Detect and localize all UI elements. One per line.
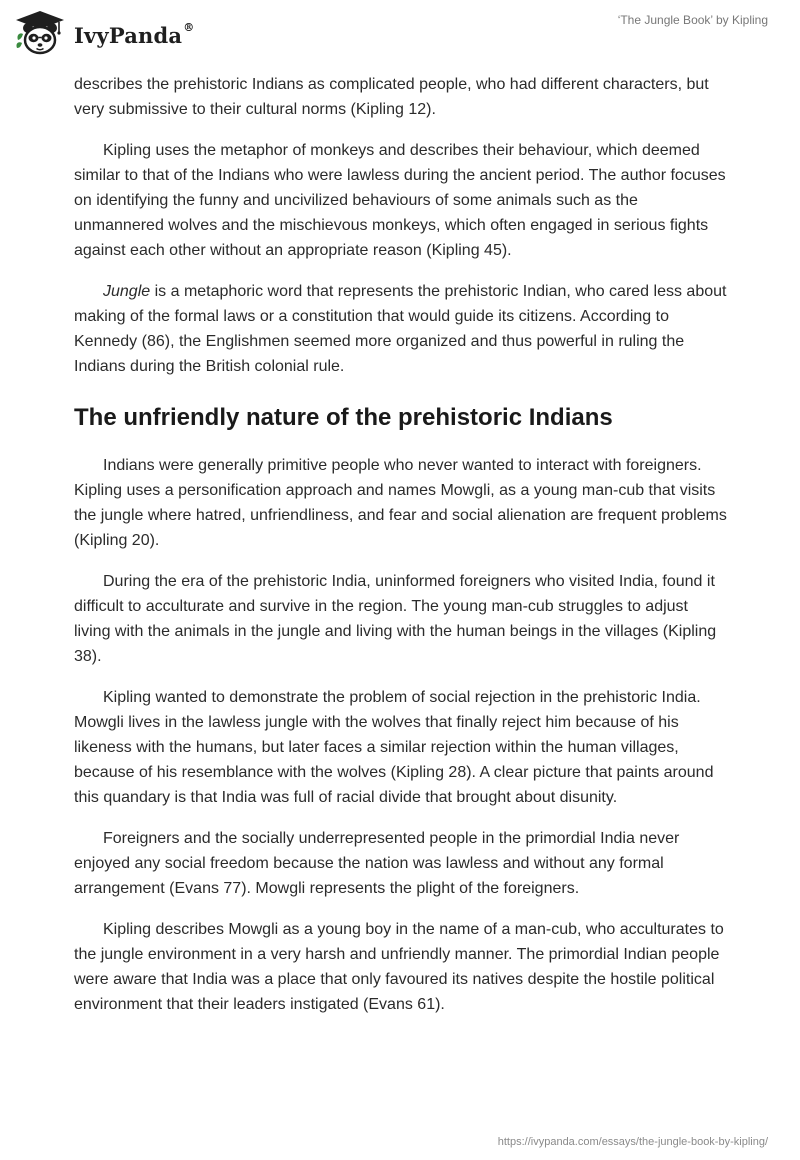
page-header: [0, 0, 800, 60]
essay-body: [74, 72, 728, 1033]
brand-name: IvyPanda®: [74, 20, 195, 48]
paragraph-6: Kipling wanted to demonstrate the problem of social rejection in the prehistoric India. Mowgli lives in the lawless jungle with the wolves that finally reject him because of his likeness with the humans, but later faces a similar rejection within the human villages, because of his resemblance with the wolves (Kipling 28). A clear picture that paints around this quandary is that India was full of racial divide that brought about disunity.: [74, 689, 714, 806]
paragraph-8: Kipling describes Mowgli as a young boy in the name of a man-cub, who acculturates to the jungle environment in a very harsh and unfriendly manner. The primordial Indian people were aware that India was a place that only favoured its natives despite the hostile political environment that their leaders instigated (Evans 61).: [74, 921, 724, 1013]
paragraph-2: Kipling uses the metaphor of monkeys and describes their behaviour, which deemed similar to that of the Indians who were lawless during the ancient period. The author focuses on identifying the funny and uncivilized behaviours of some animals such as the unmannered wolves and the mischievous monkeys, which often engaged in serious fights against each other without an appropriate reason (Kipling 45).: [74, 142, 726, 259]
paragraph-1: describes the prehistoric Indians as complicated people, who had different characters, but very submissive to their cultural norms (Kipling 12).: [74, 76, 709, 118]
paragraph-3: [74, 279, 728, 379]
panda-graduate-icon: [14, 10, 66, 56]
ivypanda-logo[interactable]: [14, 10, 194, 56]
paragraph-7: Foreigners and the socially underrepresented people in the primordial India never enjoyed any social freedom because the nation was lawless and without any formal arrangement (Evans 77). Mowgli represents the plight of the foreigners.: [74, 830, 680, 897]
footer-url[interactable]: https://ivypanda.com/essays/the-jungle-book-by-kipling/: [497, 1136, 768, 1148]
paragraph-5: During the era of the prehistoric India, uninformed foreigners who visited India, found it difficult to acculturate and survive in the region. The young man-cub struggles to adjust living with the animals in the jungle and living with the human beings in the villages (Kipling 38).: [74, 573, 717, 665]
italic-term: Jungle: [103, 283, 151, 300]
paragraph-4: Indians were generally primitive people who never wanted to interact with foreigners. Kipling uses a personification approach and names Mowgli, as a young man-cub that visits the jungle where hatred, unfriendliness, and fear and social alienation are frequent problems (Kipling 20).: [74, 457, 727, 549]
paragraph-3-text: is a metaphoric word that represents the prehistoric Indian, who cared less about making of the formal laws or a constitution that would guide its citizens. According to Kennedy (86), the Englishmen seemed more organized and thus powerful in ruling the Indians during the British colonial rule.: [74, 283, 727, 375]
section-heading: The unfriendly nature of the prehistoric Indians: [74, 404, 613, 431]
document-title: ‘The Jungle Book’ by Kipling: [617, 13, 768, 27]
